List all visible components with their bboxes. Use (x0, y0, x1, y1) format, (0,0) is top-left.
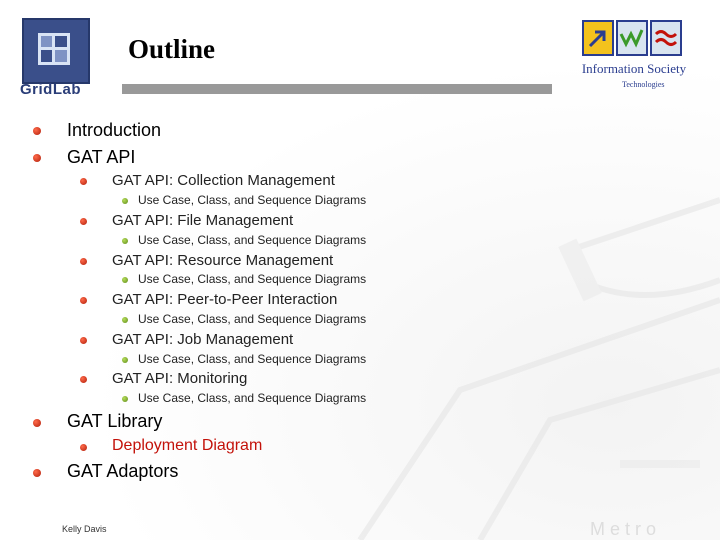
bullet-icon (122, 357, 128, 363)
bullet-icon (33, 469, 41, 477)
wave-icon (650, 20, 682, 56)
bullet-icon (80, 297, 87, 304)
api-item-sub: Use Case, Class, and Sequence Diagrams (138, 272, 367, 286)
api-item-label: GAT API: Monitoring (112, 370, 248, 387)
api-item-sub: Use Case, Class, and Sequence Diagrams (138, 391, 367, 405)
gridlab-logo-mark (22, 18, 90, 84)
bullet-icon (80, 258, 87, 265)
bullet-icon (122, 317, 128, 323)
bullet-icon (80, 337, 87, 344)
ist-logo-icons (582, 20, 686, 60)
api-item-label: GAT API: Peer-to-Peer Interaction (112, 291, 338, 308)
api-item-label: GAT API: File Management (112, 212, 294, 229)
bullet-icon (33, 419, 41, 427)
bullet-icon (122, 277, 128, 283)
footer-author: Kelly Davis (62, 524, 107, 534)
api-item-label: GAT API: Collection Management (112, 172, 335, 189)
api-item-sub: Use Case, Class, and Sequence Diagrams (138, 352, 367, 366)
bullet-icon (80, 178, 87, 185)
bullet-icon (33, 127, 41, 135)
bullet-icon (122, 238, 128, 244)
outline-deployment-diagram: Deployment Diagram (112, 437, 263, 454)
api-item-label: GAT API: Resource Management (112, 252, 334, 269)
bullet-icon (80, 444, 87, 451)
bullet-icon (80, 218, 87, 225)
ist-logo-title: Information Society (581, 61, 687, 76)
ist-logo (566, 20, 702, 92)
api-item-sub: Use Case, Class, and Sequence Diagrams (138, 233, 367, 247)
header-rule (122, 84, 552, 94)
bullet-icon (122, 198, 128, 204)
outline-gat-api: GAT API (67, 147, 136, 167)
background-architecture-graphic (320, 160, 720, 540)
outline-gat-library: GAT Library (67, 411, 163, 431)
outline-introduction: Introduction (67, 120, 162, 140)
footer-watermark: Metro (590, 519, 662, 539)
ist-logo-subtitle: Technologies (622, 80, 665, 89)
api-item-sub: Use Case, Class, and Sequence Diagrams (138, 312, 367, 326)
api-item-label: GAT API: Job Management (112, 331, 294, 348)
slide-title: Outline (128, 34, 216, 64)
outline-gat-adaptors: GAT Adaptors (67, 461, 179, 481)
gridlab-logo-text: GridLab (20, 81, 82, 98)
bullet-icon (33, 154, 41, 162)
gridlab-logo (18, 18, 122, 100)
api-item-sub: Use Case, Class, and Sequence Diagrams (138, 193, 367, 207)
bullet-icon (80, 376, 87, 383)
bullet-icon (122, 396, 128, 402)
zigzag-icon (616, 20, 648, 56)
arrow-icon (582, 20, 614, 56)
